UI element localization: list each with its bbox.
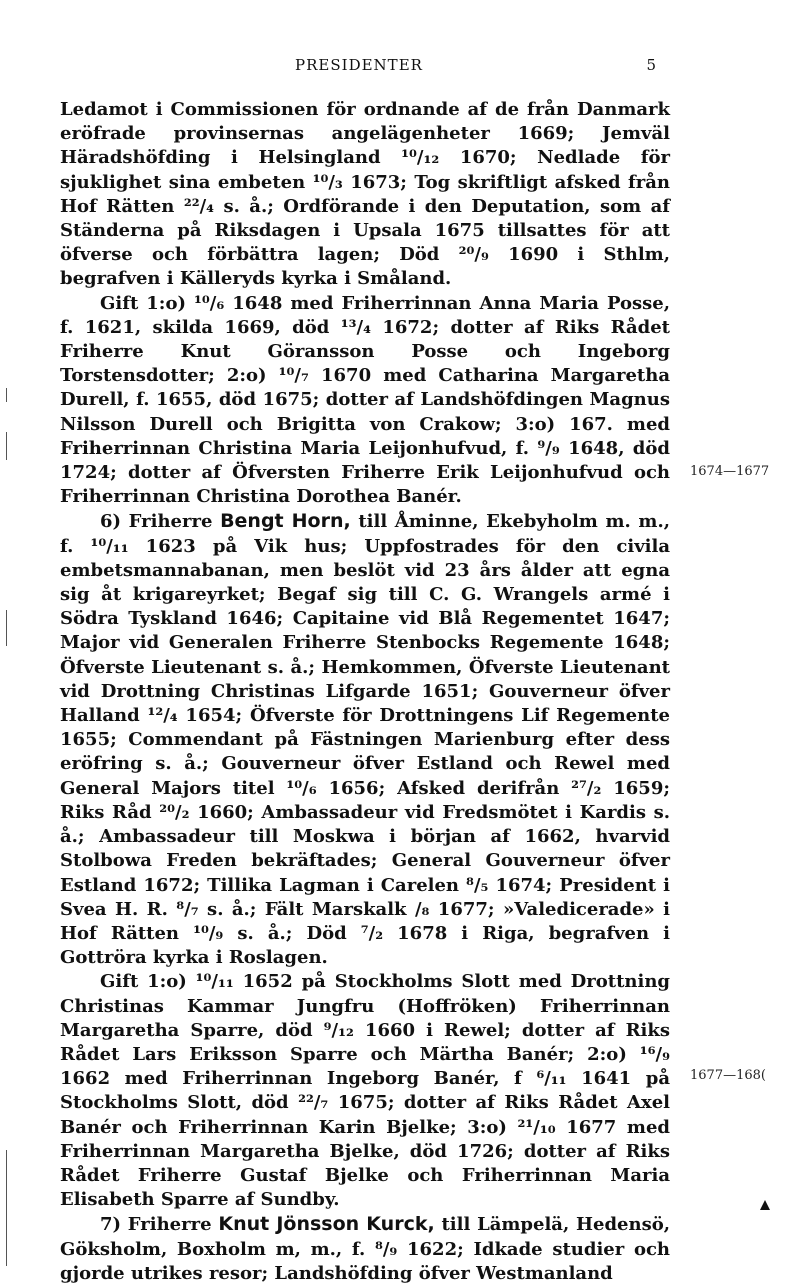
person-name: Bengt Horn, [220, 510, 351, 533]
entry-prefix: 6) Friherre [100, 511, 213, 533]
entry-text: till Lämpelä, Hedensö, Göksholm, Boxholm m, m., f. ⁸/₉ 1622; Idkade studier och gjorde utrikes resor; Landshöfding öfver Westmanland [60, 1214, 670, 1284]
page-header [60, 56, 658, 80]
entry-prefix: 7) Friherre [100, 1214, 212, 1236]
entry-text: till Åminne, Ekebyholm m. m., f. ¹⁰/₁₁ 1623 på Vik hus; Uppfostrades för den civila embetsmannabanan, men beslöt vid 23 års ålder att egna sig åt krigareyrket; Begaf sig till C. G. Wrangels armé i Södra Tyskland 1646; Capitaine vid Blå Regementet 1647; Major vid Generalen Friherre Stenbocks Regemente 1648; Öfverste Lieutenant s. å.; Hemkommen, Öfverste Lieutenant vid Drottning Christinas Lifgarde 1651; Gouverneur öfver Halland ¹²/₄ 1654; Öfverste för Drottningens Lif Regemente 1655; Commendant på Fästningen Marienburg efter dess eröfring s. å.; Gouverneur öfver Estland och Rewel med General Majors titel ¹⁰/₆ 1656; Afsked derifrån ²⁷/₂ 1659; Riks Råd ²⁰/₂ 1660; Ambassadeur vid Fredsmötet i Kardis s. å.; Ambassadeur till Moskwa i början af 1662, hvarvid Stolbowa Freden bekräftades; General Gouverneur öfver Estland 1672; Tillika Lagman i Carelen ⁸/₅ 1674; President i Svea H. R. ⁸/₇ s. å.; Fält Marskalk /₈ 1677; »Valedicerade» i Hof Rätten ¹⁰/₉ s. å.; Död ⁷/₂ 1678 i Riga, begrafven i Gottröra kyrka i Roslagen. [60, 511, 670, 969]
paragraph-bengt-horn [60, 509, 670, 970]
scan-edge-mark [6, 1150, 7, 1266]
scan-edge-mark [6, 432, 7, 460]
paragraph-ledamot: Ledamot i Commissionen för ordnande af de från Danmark eröfrade provinsernas angelägenheter 1669; Jemväl Häradshöfding i Helsingland ¹⁰/₁₂ 1670; Nedlade för sjuklighet sina embeten ¹⁰/₃ 1673; Tog skriftligt afsked från Hof Rätten ²²/₄ s. å.; Ordförande i den Deputation, som af Ständerna på Riksdagen i Upsala 1675 tillsattes för att öfverse och förbättra lagen; Död ²⁰/₉ 1690 i Sthlm, begrafven i Källeryds kyrka i Småland. [60, 99, 670, 290]
page-number: 5 [646, 56, 656, 74]
paragraph-marriages-2: Gift 1:o) ¹⁰/₁₁ 1652 på Stockholms Slott med Drottning Christinas Kammar Jungfru (Hoffröken) Friherrinnan Margaretha Sparre, död ⁹/₁₂ 1660 i Rewel; dotter af Riks Rådet Lars Eriksson Sparre och Märtha Banér; 2:o) ¹⁶/₉ 1662 med Friherrinnan Ingeborg Banér, f ⁶/₁₁ 1641 på Stockholms Slott, död ²²/₇ 1675; dotter af Riks Rådet Axel Banér och Friherrinnan Karin Bjelke; 3:o) ²¹/₁₀ 1677 med Friherrinnan Margaretha Bjelke, död 1726; dotter af Riks Rådet Friherre Gustaf Bjelke och Friherrinnan Maria Elisabeth Sparre af Sundby. [60, 971, 670, 1211]
margin-note-years: 1677—168( [690, 1068, 766, 1083]
running-title: PRESIDENTER [295, 56, 423, 74]
person-name: Knut Jönsson Kurck, [218, 1213, 435, 1236]
margin-note-years: 1674—1677 [690, 464, 770, 479]
scan-edge-mark [6, 388, 7, 402]
body-text [60, 98, 670, 1286]
paragraph-marriages-1: Gift 1:o) ¹⁰/₆ 1648 med Friherrinnan Anna Maria Posse, f. 1621, skilda 1669, död ¹³/₄ 1672; dotter af Riks Rådet Friherre Knut Göransson Posse och Ingeborg Torstensdotter; 2:o) ¹⁰/₇ 1670 med Catharina Margaretha Durell, f. 1655, död 1675; dotter af Landshöfdingen Magnus Nilsson Durell och Brigitta von Crakow; 3:o) 167. med Friherrinnan Christina Maria Leijonhufvud, f. ⁹/₉ 1648, död 1724; dotter af Öfversten Friherre Erik Leijonhufvud och Friherrinnan Christina Dorothea Banér. [60, 292, 670, 508]
triangle-mark-icon [760, 1200, 770, 1210]
paragraph-knut-kurck [60, 1212, 670, 1286]
scan-edge-mark [6, 610, 7, 646]
